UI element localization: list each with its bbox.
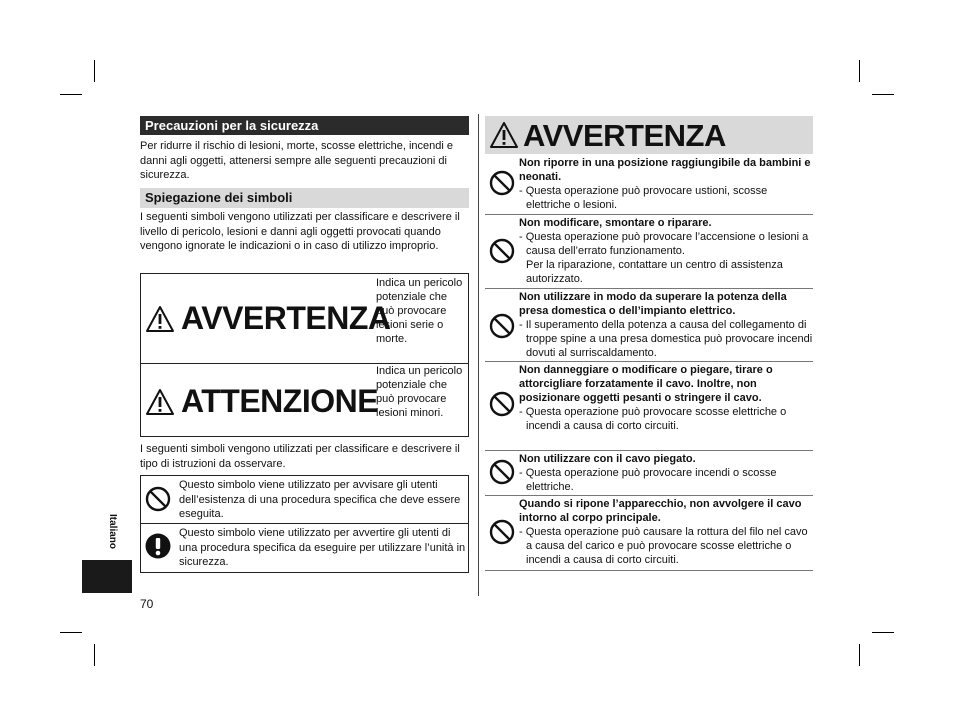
signal-word-text: ATTENZIONE [181,383,379,419]
page-number: 70 [140,597,154,611]
warning-heading [485,116,813,154]
warning-item-title: Non riporre in una posizione raggiungibile da bambini e neonati. [519,157,811,183]
crop-mark [60,94,82,95]
warning-item [485,289,813,362]
prohibition-icon [145,486,171,512]
warning-item-detail: - Il superamento della potenza a causa del collegamento di troppe spine a una presa domestica può provocare incendi dovuti al surriscaldamento. [519,319,813,359]
instruction-symbols-table [140,475,469,573]
signal-word-text: AVVERTENZA [181,300,391,336]
signal-words-table [140,273,469,437]
warning-item-detail: - Questa operazione può provocare l’accensione o lesioni a causa dell’errato funzionamento. [519,231,809,257]
instruction-text: Questo simbolo viene utilizzato per avvisare gli utenti dell’esistenza di una procedura specifica che deve essere eseguita. [179,479,461,520]
warning-item-detail: - Questa operazione può provocare ustioni, scosse elettriche o lesioni. [519,185,768,211]
mandatory-icon [145,533,171,559]
prohibition-icon [489,313,515,339]
warning-triangle-icon [489,121,519,149]
column-divider [478,114,479,596]
section-title: Precauzioni per la sicurezza [140,116,469,135]
signal-word-caution [145,383,378,420]
warning-heading-text: AVVERTENZA [523,117,726,153]
warning-item [485,362,813,451]
warning-item-title: Non danneggiare o modificare o piegare, tirare o attorcigliare forzatamente il cavo. Inoltre, non posizionare oggetti pesanti o stringere il cavo. [519,364,773,404]
crop-mark [94,644,95,666]
warning-item-detail: - Questa operazione può causare la rottura del filo nel cavo a causa del carico e può provocare scosse elettriche o incendi a causa di corto circuiti. [519,526,808,566]
warning-item [485,155,813,215]
signal-word-description: Indica un pericolo potenziale che può provocare lesioni minori. [376,365,463,419]
warning-item [485,451,813,496]
instruction-row-mandatory [141,524,468,572]
warning-item-title: Non utilizzare in modo da superare la potenza della presa domestica o dell’impianto elettrico. [519,291,787,317]
prohibition-icon [489,459,515,485]
warning-item-title: Non utilizzare con il cavo piegato. [519,453,696,465]
prohibition-icon [489,238,515,264]
language-label: Italiano [107,514,118,550]
prohibition-icon [489,391,515,417]
warning-item [485,215,813,289]
crop-mark [859,60,860,82]
signal-row-caution [141,363,468,436]
warning-item-title: Non modificare, smontare o riparare. [519,217,712,229]
language-tab [82,560,132,593]
signal-word-warning [145,300,391,337]
instruction-row-prohibition [141,476,468,524]
crop-mark [94,60,95,82]
signal-word-description: Indica un pericolo potenziale che può provocare lesioni serie o morte. [376,277,463,345]
warning-item [485,496,813,571]
crop-mark [872,632,894,633]
crop-mark [60,632,82,633]
subsection-title: Spiegazione dei simboli [140,188,469,208]
warning-item-title: Quando si ripone l’apparecchio, non avvolgere il cavo intorno al corpo principale. [519,498,802,524]
warning-item-detail: - Questa operazione può provocare scosse elettriche o incendi a causa di corto circuiti. [519,406,787,432]
warning-item-detail: - Questa operazione può provocare incendi o scosse elettriche. [519,467,777,493]
warning-triangle-icon [145,305,175,333]
prohibition-icon [489,519,515,545]
warning-item-extra: Per la riparazione, contattare un centro di assistenza autorizzato. [526,259,783,285]
instruction-text: Questo simbolo viene utilizzato per avvertire gli utenti di una procedura specifica da eseguire per utilizzare l’unità in sicurezza. [179,527,466,568]
crop-mark [859,644,860,666]
intro-paragraph: Per ridurre il rischio di lesioni, morte, scosse elettriche, incendi e danni agli oggetti, attenersi sempre alle seguenti precauzioni di sicurezza. [140,140,454,181]
signal-row-warning [141,274,468,364]
crop-mark [872,94,894,95]
instructions-intro-paragraph: I seguenti simboli vengono utilizzati per classificare e descrivere il tipo di istruzioni da osservare. [140,443,460,470]
symbols-intro-paragraph: I seguenti simboli vengono utilizzati per classificare e descrivere il livello di pericolo, lesioni e danni agli oggetti provocati quando vengono ignorate le indicazioni o in caso di utilizzo improprio. [140,211,460,252]
warning-triangle-icon [145,388,175,416]
prohibition-icon [489,170,515,196]
